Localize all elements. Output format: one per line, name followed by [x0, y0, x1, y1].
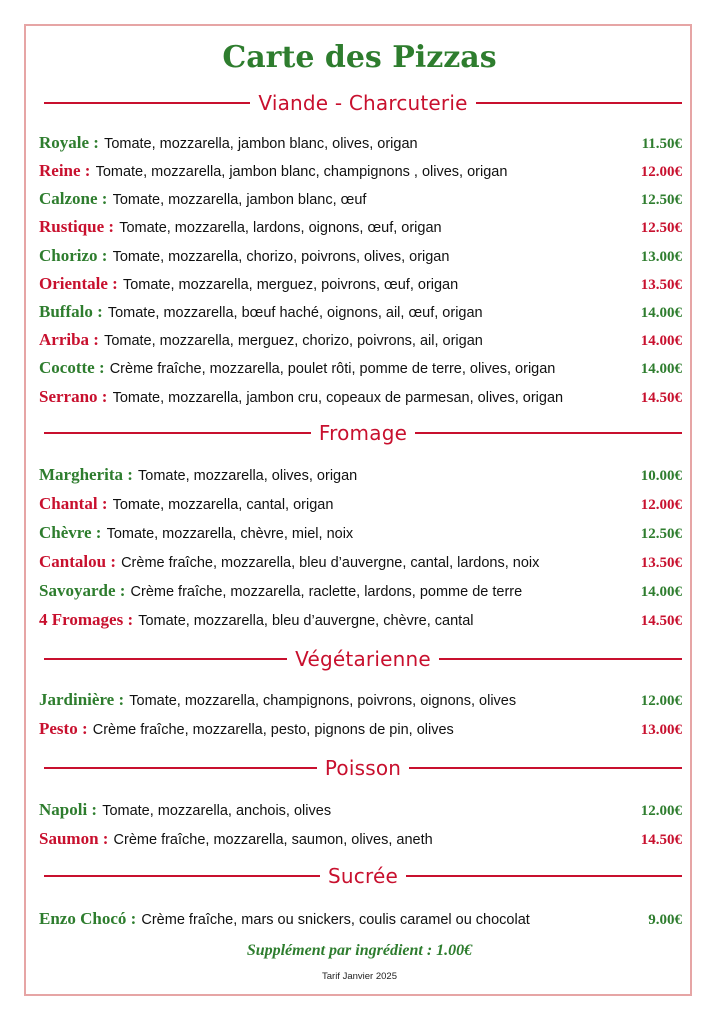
menu-item — [39, 189, 682, 213]
pizza-ingredients: Crème fraîche, mozzarella, pesto, pignons de pin, olives — [92, 722, 454, 738]
pizza-ingredients: Tomate, mozzarella, jambon blanc, champignons , olives, origan — [95, 164, 508, 180]
menu-item — [39, 719, 682, 743]
pizza-price: 14.00€ — [640, 333, 682, 349]
pizza-price: 12.00€ — [640, 803, 682, 819]
pizza-name: Enzo Chocó : — [39, 909, 137, 928]
divider-line — [44, 875, 320, 877]
divider-line — [406, 875, 682, 877]
section-header-sucree — [44, 861, 682, 891]
divider-line — [476, 102, 682, 104]
menu-item — [39, 581, 682, 605]
divider-line — [415, 432, 682, 434]
menu-item — [39, 494, 682, 518]
divider-line — [44, 767, 317, 769]
pizza-name: Rustique : — [39, 217, 115, 236]
pizza-ingredients: Crème fraîche, mars ou snickers, coulis caramel ou chocolat — [141, 912, 530, 928]
pizza-price: 14.50€ — [640, 613, 682, 629]
pizza-price: 13.00€ — [640, 722, 682, 738]
pizza-name: Cantalou : — [39, 552, 116, 571]
pizza-ingredients: Tomate, mozzarella, cantal, origan — [112, 497, 334, 513]
page-title: Carte des Pizzas — [222, 40, 497, 75]
pizza-price: 14.00€ — [640, 584, 682, 600]
section-title: Poisson — [324, 756, 402, 780]
pizza-price: 13.50€ — [640, 555, 682, 571]
pizza-ingredients: Tomate, mozzarella, anchois, olives — [102, 803, 332, 819]
pizza-name: Royale : — [39, 133, 99, 152]
pizza-price: 14.00€ — [640, 361, 682, 377]
pizza-ingredients: Tomate, mozzarella, jambon cru, copeaux de parmesan, olives, origan — [112, 390, 564, 406]
pizza-ingredients: Tomate, mozzarella, olives, origan — [138, 468, 358, 484]
pizza-price: 13.50€ — [640, 277, 682, 293]
menu-item — [39, 829, 682, 853]
menu-item — [39, 552, 682, 576]
menu-item — [39, 246, 682, 270]
menu-item — [39, 387, 682, 411]
menu-item — [39, 690, 682, 714]
section-header-vegetarienne — [44, 644, 682, 674]
divider-line — [439, 658, 682, 660]
pizza-ingredients: Tomate, mozzarella, bœuf haché, oignons, ail, œuf, origan — [107, 305, 483, 321]
tariff-footer: Tarif Janvier 2025 — [322, 971, 397, 982]
menu-item — [39, 302, 682, 326]
pizza-name: Chèvre : — [39, 523, 102, 542]
divider-line — [44, 658, 287, 660]
divider-line — [44, 102, 250, 104]
menu-item — [39, 217, 682, 241]
menu-item — [39, 523, 682, 547]
menu-item — [39, 800, 682, 824]
pizza-ingredients: Crème fraîche, mozzarella, bleu d’auvergne, cantal, lardons, noix — [121, 555, 540, 571]
pizza-name: Arriba : — [39, 330, 99, 349]
supplement-note: Supplément par ingrédient : 1.00€ — [246, 942, 473, 959]
pizza-ingredients: Tomate, mozzarella, chorizo, poivrons, olives, origan — [112, 249, 450, 265]
pizza-name: Napoli : — [39, 800, 98, 819]
pizza-name: Calzone : — [39, 189, 108, 208]
pizza-ingredients: Crème fraîche, mozzarella, poulet rôti, pomme de terre, olives, origan — [109, 361, 556, 377]
pizza-ingredients: Tomate, mozzarella, lardons, oignons, œuf, origan — [119, 220, 442, 236]
menu-item — [39, 330, 682, 354]
section-title: Végétarienne — [295, 647, 431, 671]
pizza-name: Chorizo : — [39, 246, 108, 265]
divider-line — [44, 432, 311, 434]
pizza-name: Savoyarde : — [39, 581, 126, 600]
pizza-ingredients: Tomate, mozzarella, jambon blanc, œuf — [112, 192, 367, 208]
pizza-name: Buffalo : — [39, 302, 103, 321]
pizza-price: 12.50€ — [640, 220, 682, 236]
pizza-ingredients: Crème fraîche, mozzarella, raclette, lardons, pomme de terre — [130, 584, 523, 600]
pizza-price: 11.50€ — [641, 136, 682, 152]
pizza-price: 9.00€ — [648, 912, 682, 928]
menu-item — [39, 133, 682, 157]
menu-item — [39, 465, 682, 489]
pizza-price: 12.50€ — [640, 192, 682, 208]
section-header-viande — [44, 88, 682, 118]
menu-item — [39, 161, 682, 185]
pizza-name: 4 Fromages : — [39, 610, 134, 629]
section-title: Sucrée — [328, 864, 398, 888]
menu-item — [39, 358, 682, 382]
menu-item — [39, 909, 682, 933]
pizza-price: 14.50€ — [640, 832, 682, 848]
pizza-ingredients: Tomate, mozzarella, jambon blanc, olives, origan — [104, 136, 418, 152]
pizza-price: 12.50€ — [640, 526, 682, 542]
pizza-price: 12.00€ — [640, 164, 682, 180]
pizza-price: 12.00€ — [640, 693, 682, 709]
pizza-price: 13.00€ — [640, 249, 682, 265]
pizza-name: Orientale : — [39, 274, 118, 293]
section-title: Fromage — [318, 421, 408, 445]
pizza-name: Cocotte : — [39, 358, 105, 377]
pizza-name: Chantal : — [39, 494, 108, 513]
pizza-price: 14.50€ — [640, 390, 682, 406]
section-title: Viande - Charcuterie — [258, 91, 468, 115]
pizza-price: 12.00€ — [640, 497, 682, 513]
pizza-name: Margherita : — [39, 465, 133, 484]
pizza-name: Reine : — [39, 161, 91, 180]
pizza-price: 10.00€ — [640, 468, 682, 484]
pizza-name: Jardinière : — [39, 690, 125, 709]
menu-item — [39, 274, 682, 298]
pizza-ingredients: Tomate, mozzarella, champignons, poivrons, oignons, olives — [129, 693, 517, 709]
pizza-ingredients: Tomate, mozzarella, bleu d’auvergne, chèvre, cantal — [138, 613, 474, 629]
pizza-name: Serrano : — [39, 387, 108, 406]
divider-line — [409, 767, 682, 769]
pizza-ingredients: Tomate, mozzarella, merguez, chorizo, poivrons, ail, origan — [104, 333, 483, 349]
pizza-name: Saumon : — [39, 829, 109, 848]
pizza-ingredients: Tomate, mozzarella, chèvre, miel, noix — [106, 526, 354, 542]
section-header-fromage — [44, 418, 682, 448]
section-header-poisson — [44, 753, 682, 783]
pizza-price: 14.00€ — [640, 305, 682, 321]
pizza-name: Pesto : — [39, 719, 88, 738]
pizza-ingredients: Crème fraîche, mozzarella, saumon, olives, aneth — [113, 832, 433, 848]
pizza-ingredients: Tomate, mozzarella, merguez, poivrons, œuf, origan — [122, 277, 459, 293]
menu-item — [39, 610, 682, 634]
